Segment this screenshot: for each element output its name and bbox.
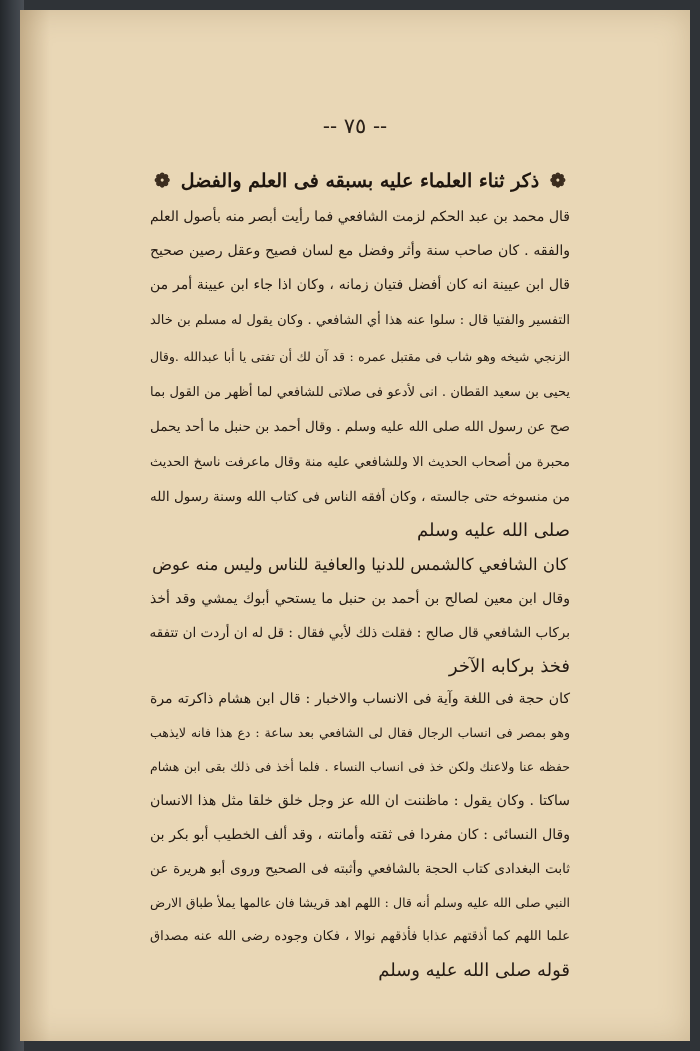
text-line: حفظه عنا ولاعنك ولكن خذ فى انساب النساء . فلما أخذ فى ذلك بقى ابن هشام <box>150 759 570 774</box>
text-line: محبرة من أصحاب الحديث الا وللشافعي عليه منة وقال ماعرفت ناسخ الحديث <box>150 455 570 470</box>
text-line: وقال ابن معين لصالح بن أحمد بن حنبل ما يستحي أبوك يمشي وقد أخذ <box>150 591 570 607</box>
text-line: الزنجي شيخه وهو شاب فى مقتبل عمره : قد آن لك أن تفتى يا أبا عبدالله .وقال <box>150 349 570 364</box>
text-line: بركاب الشافعي قال صالح : فقلت ذلك لأبي فقال : قل له ان أردت ان تتفقه <box>149 625 570 641</box>
heading-text: ذكر ثناء العلماء عليه بسبقه فى العلم والفضل <box>180 170 540 192</box>
text-line: وهو بمصر فى انساب الرجال فقال لى الشافعي بعد ساعة : دع هذا فانه لايذهب <box>150 725 570 740</box>
verse-line: كان الشافعي كالشمس للدنيا والعافية للناس وليس منه عوض <box>152 555 568 574</box>
text-line: والفقه . كان صاحب سنة وأثر وفضل مع لسان فصيح وعقل رصين صحيح <box>150 243 570 259</box>
text-line: كان حجة فى اللغة وآية فى الانساب والاخبار : قال ابن هشام ذاكرته مرة <box>150 691 570 707</box>
text-line: قوله صلى الله عليه وسلم <box>378 960 570 981</box>
text-line: فخذ بركابه الآخر <box>448 656 570 677</box>
text-line: النبي صلى الله عليه وسلم أنه قال : اللهم اهد قريشا فان عالمها يملأ طباق الارض <box>150 895 570 910</box>
heading-ornament-left: ❁ <box>154 170 171 192</box>
text-line: صلى الله عليه وسلم <box>417 520 570 541</box>
text-line: يحيى بن سعيد القطان . انى لأدعو فى صلاتى للشافعي لما أظهر من القول بما <box>150 385 570 400</box>
text-line: من منسوخه حتى جالسته ، وكان أفقه الناس فى كتاب الله وسنة رسول الله <box>150 489 570 505</box>
text-line: قال محمد بن عبد الحكم لزمت الشافعي فما رأيت أبصر منه بأصول العلم <box>150 209 570 225</box>
text-line: وقال النسائى : كان مفردا فى ثقته وأمانته ، وقد ألف الخطيب أبو بكر بن <box>150 827 570 843</box>
text-line: ثابت البغدادى كتاب الحجة بالشافعي وأثبته فى الصحيح وروى أبو هريرة عن <box>150 861 570 877</box>
page-gutter-shadow <box>20 10 50 1041</box>
heading-ornament-right: ❁ <box>549 170 566 192</box>
text-line: صح عن رسول الله صلى الله عليه وسلم . وقال أحمد بن حنبل ما أحد يحمل <box>150 419 570 435</box>
page-number: -- ٧٥ -- <box>322 114 388 138</box>
body-text <box>150 10 570 1041</box>
text-line: ساكتا . وكان يقول : ماظننت ان الله عز وجل خلق خلقا مثل هذا الانسان <box>150 793 570 809</box>
text-line: التفسير والفتيا قال : سلوا عنه هذا أي الشافعي . وكان يقول له مسلم بن خالد <box>150 313 570 328</box>
book-page <box>20 10 690 1041</box>
text-line: قال ابن عيينة انه كان أفضل فتيان زمانه ، وكان اذا جاء ابن عيينة أمر من <box>150 277 570 293</box>
text-line: علما اللهم كما أذقتهم عذابا فأذقهم نوالا ، فكان وجوده رضى الله عنه مصداق <box>150 929 570 944</box>
